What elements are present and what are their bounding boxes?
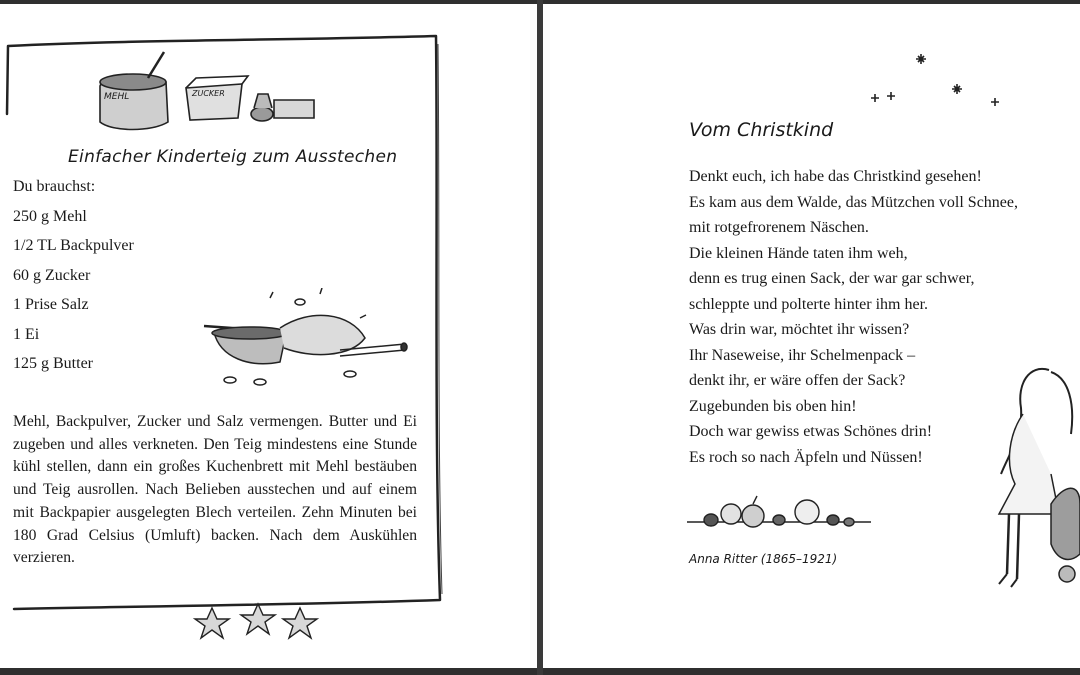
poem-line: Die kleinen Hände taten ihm weh, [689, 244, 908, 262]
sugar-jar-label: ZUCKER [192, 89, 225, 98]
ingredient-item: 250 g Mehl [13, 207, 87, 225]
poem-line: mit rotgefrorenem Näschen. [689, 219, 869, 236]
recipe-method-text: Mehl, Backpulver, Zucker und Salz vermengen. Butter und Ei zugeben und alles verkneten. Den Teig mindestens eine Stunde kühl stellen, dann ein großes Kuchenbrett mit Mehl bestäuben und Teig ausrollen. Nach Belieben ausstechen und auf einem mit Backpapier ausgelegten Blech verteilen. Zehn Minuten bei 180 Grad Celsius (Umluft) backen. Nach dem Auskühlen verzieren. [13, 413, 417, 567]
girl-illustration [979, 364, 1080, 594]
poem-body [689, 166, 1018, 472]
stars-decoration [865, 48, 1005, 110]
poem-line: denkt ihr, er wäre offen der Sack? [689, 372, 906, 389]
poem-author: Anna Ritter (1865–1921) [689, 552, 838, 566]
poem-line: Es roch so nach Äpfeln und Nüssen! [689, 448, 923, 466]
ingredients-heading: Du brauchst: [13, 178, 96, 195]
poem-line: Denkt euch, ich habe das Christkind gesehen! [689, 168, 982, 185]
flour-jar-label: MEHL [104, 92, 130, 102]
poem-line: Doch war gewiss etwas Schönes drin! [689, 423, 933, 440]
poem-title: Vom Christkind [689, 119, 834, 141]
right-page [543, 4, 1080, 668]
apples-nuts-illustration [683, 492, 875, 536]
left-page [0, 4, 537, 668]
star-cookies-illustration [188, 600, 338, 644]
poem-line: Ihr Naseweise, ihr Schelmenpack – [689, 346, 916, 364]
ingredient-item: 1/2 TL Backpulver [13, 237, 134, 254]
ingredient-item: 125 g Butter [13, 355, 93, 372]
poem-line: Zugebunden bis oben hin! [689, 397, 857, 415]
poem-line: Es kam aus dem Walde, das Mützchen voll Schnee, [689, 193, 1018, 211]
poem-line: denn es trug einen Sack, der war gar schwer, [689, 270, 975, 287]
poem-line: Was drin war, möchtet ihr wissen? [689, 321, 910, 338]
ingredient-item: 1 Prise Salz [13, 296, 89, 313]
recipe-title: Einfacher Kinderteig zum Ausstechen [68, 147, 398, 167]
ingredients-list [13, 176, 134, 383]
ingredient-item: 1 Ei [13, 325, 40, 343]
poem-line: schleppte und polterte hinter ihm her. [689, 295, 929, 313]
ingredient-item: 60 g Zucker [13, 266, 91, 284]
dough-bowl-illustration [200, 288, 410, 388]
